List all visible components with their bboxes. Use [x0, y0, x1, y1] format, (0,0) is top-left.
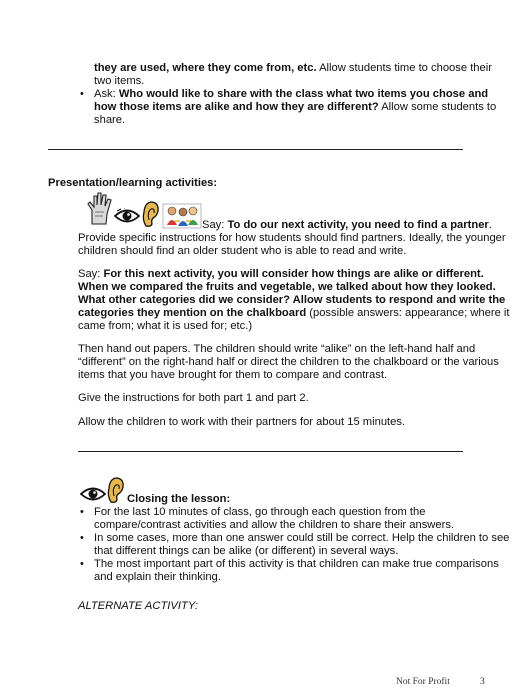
- ask-line-1: [94, 88, 488, 101]
- eye-icon: [114, 208, 140, 224]
- ask-prefix: Ask:: [94, 88, 119, 100]
- say-alike-bold-4: categories they mention on the chalkboard: [78, 307, 307, 319]
- ask-line-2: [94, 101, 496, 114]
- closing-item-2-line-2: that different things can be alike (or different) in several ways.: [94, 545, 399, 557]
- say-alike-line-3: What other categories did we consider? Allow students to respond and write the: [78, 294, 506, 306]
- say-alike-line-5: came from; what it is used for; etc.): [78, 320, 253, 332]
- continued-item-line-2: two items.: [94, 75, 145, 87]
- handout-line-1: Then hand out papers. The children should write “alike” on the left-hand half and: [78, 343, 476, 355]
- footer-text: Not For Profit: [396, 677, 450, 687]
- closing-item-2-line-1: In some cases, more than one answer could still be correct. Help the children to see: [94, 532, 510, 544]
- work-time-paragraph: Allow the children to work with their partners for about 15 minutes.: [78, 416, 406, 428]
- say-partner-line: [202, 219, 492, 232]
- say-period: .: [488, 219, 492, 231]
- say-alike-line-4: [78, 307, 510, 320]
- closing-item-1-line-2: compare/contrast activities and allow the children to share their answers.: [94, 519, 455, 531]
- closing-item-3-line-1: The most important part of this activity is that children can make true comparisons: [94, 558, 499, 570]
- say-partner-instruction: To do our next activity, you need to find a partner: [227, 219, 489, 231]
- ask-line-3: share.: [94, 114, 126, 126]
- section-divider: [48, 149, 463, 150]
- ask-question-part2: how those items are alike and how they are different?: [94, 101, 379, 113]
- page-number: 3: [480, 677, 485, 687]
- instructions-paragraph: Give the instructions for both part 1 and part 2.: [78, 392, 309, 404]
- ear-icon: [140, 200, 160, 228]
- partner-instructions-line-2: children should find an older student who is able to read and write.: [78, 245, 407, 257]
- handout-line-2: “different” on the right-hand half or direct the children to the chalkboard or the various: [78, 356, 499, 368]
- bullet-dot: •: [80, 506, 84, 518]
- ear-icon: [105, 476, 125, 504]
- partner-instructions-line-1: Provide specific instructions for how students should find partners. Ideally, the younger: [78, 232, 506, 244]
- presentation-heading: Presentation/learning activities:: [48, 177, 218, 189]
- hand-icon: [84, 190, 114, 226]
- eye-icon: [80, 486, 106, 502]
- handout-line-3: items that you have brought for them to compare and contrast.: [78, 369, 388, 381]
- section-divider-2: [78, 451, 463, 452]
- continued-item-text: Allow students time to choose their: [316, 62, 492, 74]
- closing-item-3-line-2: and explain their thinking.: [94, 571, 221, 583]
- bullet-dot: •: [80, 558, 84, 570]
- bullet-dot: •: [80, 532, 84, 544]
- say-alike-bold-1: For this next activity, you will consider how things are alike or different.: [103, 268, 484, 280]
- possible-answers: (possible answers: appearance; where it: [306, 307, 510, 319]
- say-alike-line-1: [78, 268, 484, 281]
- continued-item-line-1: [94, 62, 492, 75]
- continued-item-bold: they are used, where they come from, etc.: [94, 62, 317, 74]
- say-prefix-2: Say:: [78, 268, 104, 280]
- ask-instruction: Allow some students to: [378, 101, 497, 113]
- closing-item-1-line-1: For the last 10 minutes of class, go through each question from the: [94, 506, 426, 518]
- say-alike-line-2: When we compared the fruits and vegetable, we talked about how they looked.: [78, 281, 496, 293]
- bullet-dot: •: [80, 88, 84, 100]
- alternate-activity-heading: ALTERNATE ACTIVITY:: [78, 600, 198, 612]
- ask-question-part1: Who would like to share with the class what two items you chose and: [118, 88, 489, 100]
- closing-heading: Closing the lesson:: [127, 493, 231, 505]
- say-prefix: Say:: [202, 219, 228, 231]
- children-icon: [162, 203, 202, 229]
